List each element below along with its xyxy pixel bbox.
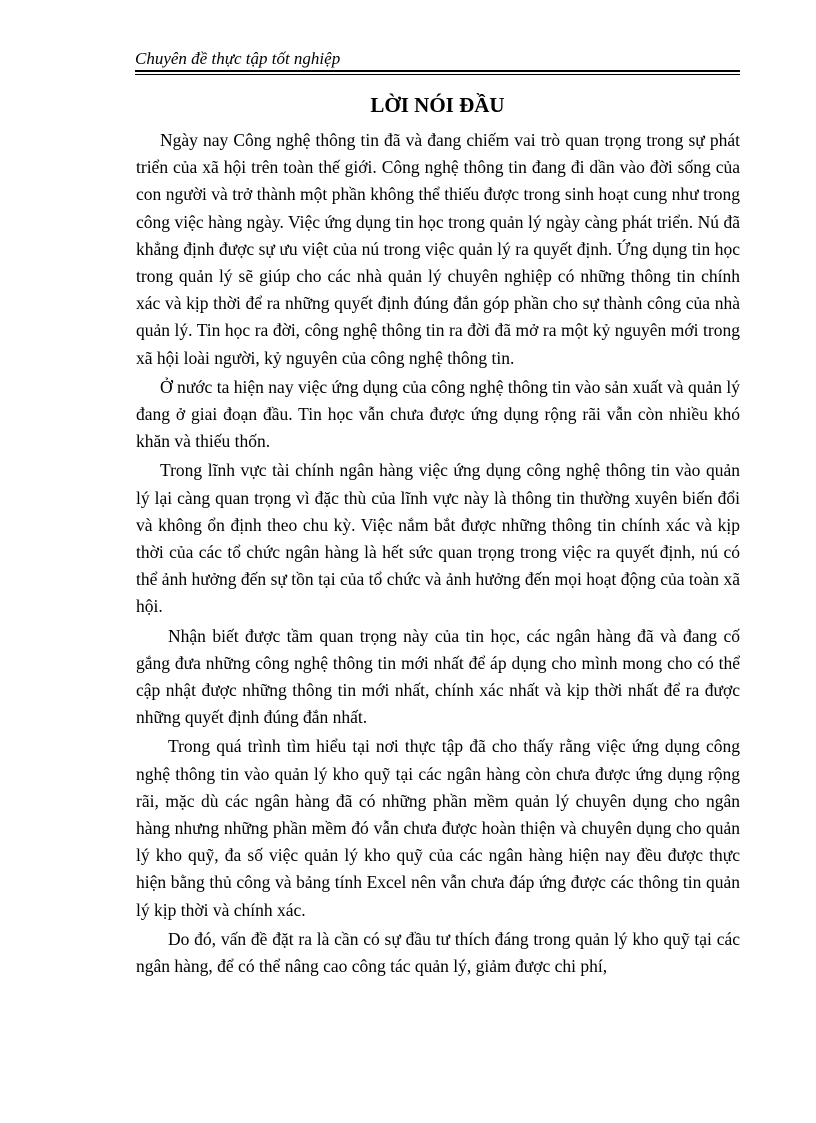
body-text: [136, 127, 740, 980]
paragraph-2: Ở nước ta hiện nay việc ứng dụng của công nghệ thông tin vào sản xuất và quản lý đang ở giai đoạn đầu. Tin học vẫn chưa được ứng dụng rộng rãi vẫn còn nhiều khó khăn và thiếu thốn.: [136, 376, 740, 452]
header-rule-thick: [135, 70, 740, 72]
paragraph-6: Do đó, vấn đề đặt ra là cần có sự đầu tư thích đáng trong quản lý kho quỹ tại các ngân hàng, để có thể nâng cao công tác quản lý, giảm được chi phí,: [136, 928, 740, 977]
running-header: Chuyên đề thực tập tốt nghiệp: [135, 49, 341, 68]
paragraph-3: Trong lĩnh vực tài chính ngân hàng việc ứng dụng công nghệ thông tin vào quản lý lại càng quan trọng vì đặc thù của lĩnh vực này là thông tin thường xuyên biến đổi và không ổn định theo chu kỳ. Việc nắm bắt được những thông tin chính xác và kịp thời của các tổ chức ngân hàng là hết sức quan trọng trong việc ra quyết định, nú có thể ảnh hưởng đến sự tồn tại của tổ chức và ảnh hưởng đến mọi hoạt động của toàn xã hội.: [136, 460, 740, 617]
paragraph-5: Trong quá trình tìm hiểu tại nơi thực tập đã cho thấy rằng việc ứng dụng công nghệ thông tin vào quản lý kho quỹ tại các ngân hàng còn chưa được ứng dụng rộng rãi, mặc dù các ngân hàng đã có những phần mềm quản lý chuyên dụng cho ngân hàng nhưng những phần mềm đó vẫn chưa được hoàn thiện và chuyên dụng cho quản lý kho quỹ, đa số việc quản lý kho quỹ của các ngân hàng hiện nay đều được thực hiện bằng thủ công và bảng tính Excel nên vẫn chưa đáp ứng được các thông tin quản lý kịp thời và chính xác.: [136, 736, 740, 920]
header-rule-thin: [135, 74, 740, 75]
page-title: LỜI NÓI ĐẦU: [370, 93, 505, 117]
paragraph-1: Ngày nay Công nghệ thông tin đã và đang chiếm vai trò quan trọng trong sự phát triển của xã hội trên toàn thế giới. Công nghệ thông tin đang đi dần vào đời sống của con người và trở thành một phần không thể thiếu được trong sinh hoạt cung như trong công việc hàng ngày. Việc ứng dụng tin học trong quản lý ngày càng phát triển. Nú đã khẳng định được sự ưu việt của nú trong việc quản lý ra quyết định. Ứng dụng tin học trong quản lý sẽ giúp cho các nhà quản lý chuyên nghiệp có những thông tin chính xác và kịp thời để ra những quyết định đúng đắn góp phần cho sự thành công của nhà quản lý. Tin học ra đời, công nghệ thông tin ra đời đã mở ra một kỷ nguyên mới trong xã hội loài người, kỷ nguyên của công nghệ thông tin.: [136, 130, 740, 368]
paragraph-4: Nhận biết được tầm quan trọng này của tin học, các ngân hàng đã và đang cố gắng đưa những công nghệ thông tin mới nhất để áp dụng cho mình mong cho có thể cập nhật được những thông tin mới nhất, chính xác nhất và kịp thời nhất để ra được những quyết định đúng đắn nhất.: [136, 625, 740, 728]
